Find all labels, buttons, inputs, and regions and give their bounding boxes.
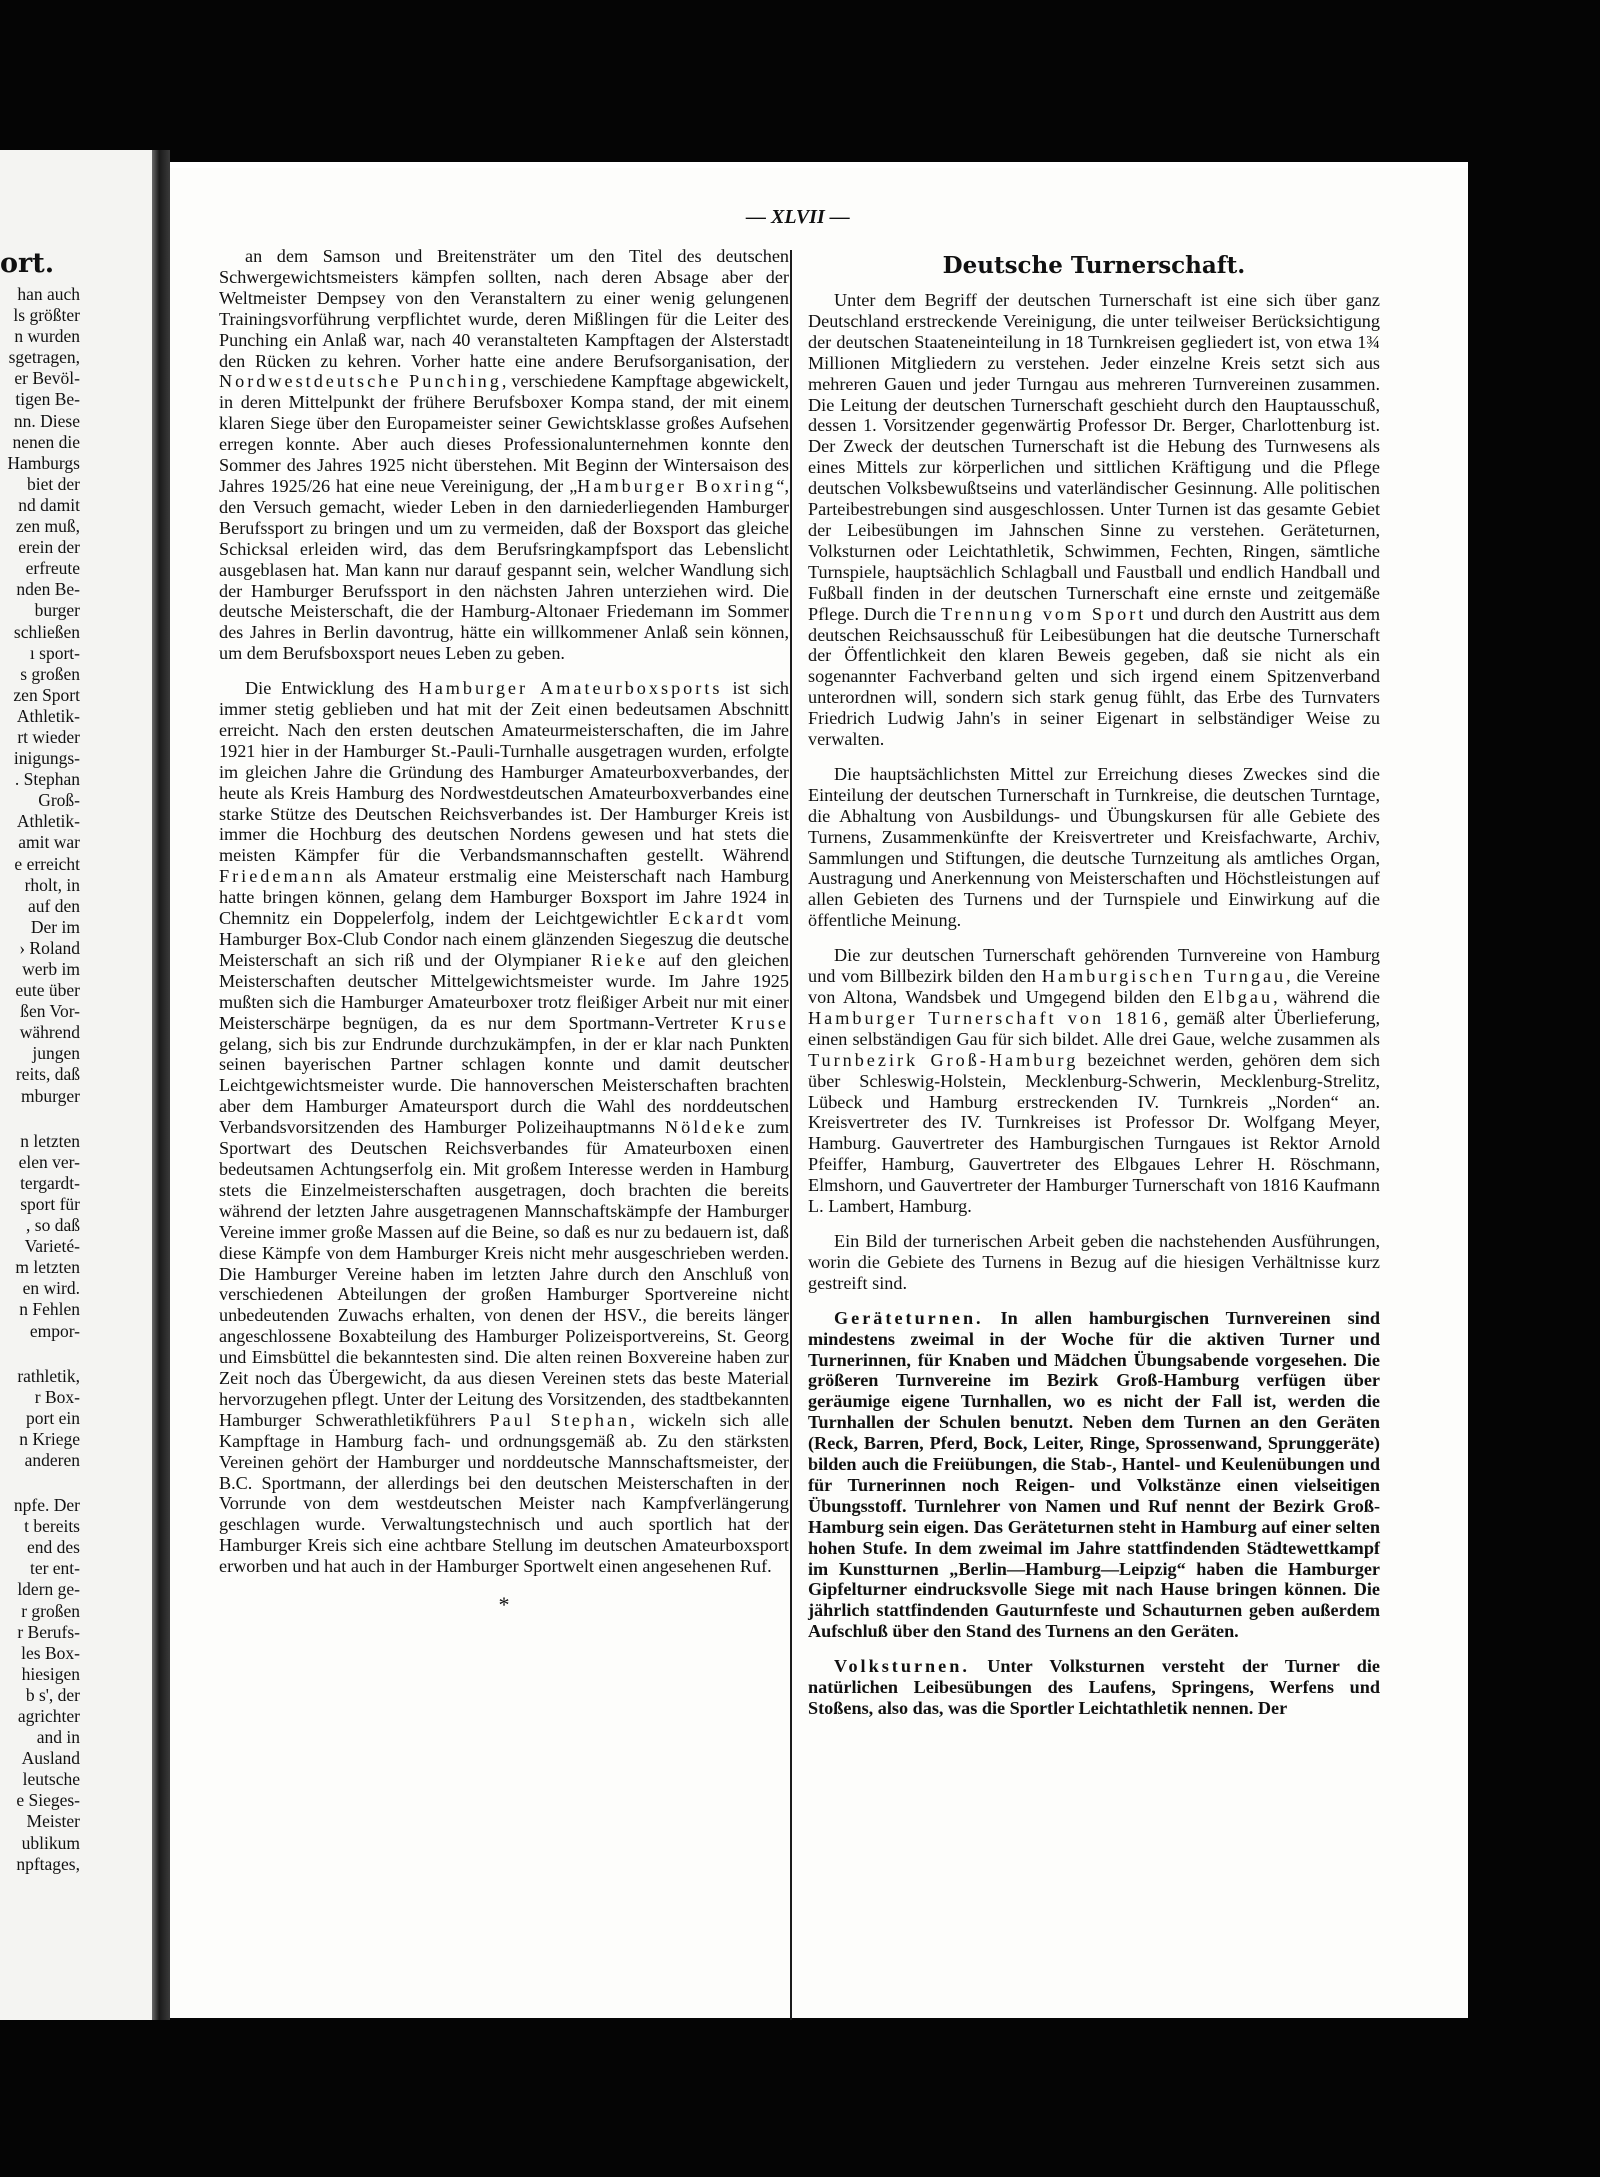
text-run: vom Hamburger Box-Club Condor nach einem glänzenden Siegeszug die deutsche Meisterschaft an sich riß und der Olympianer (219, 908, 789, 970)
fragment-line: sport für (20, 1193, 80, 1214)
fragment-line: agrichter (17, 1706, 80, 1726)
fragment-line: ublikum (21, 1832, 80, 1853)
paragraph-geraeteturnen (808, 1308, 1380, 1643)
scan-border-right (1468, 160, 1600, 2020)
section-title: Deutsche Turnerschaft. (942, 252, 1246, 279)
fragment-line: npftages, (16, 1853, 80, 1874)
fragment-line: end des (27, 1537, 80, 1558)
spaced-emphasis: Geräteturnen. (834, 1307, 984, 1328)
fragment-line: nn. Diese (13, 410, 80, 431)
fragment-line: eute über (15, 980, 80, 1001)
fragment-line: r großen (21, 1600, 80, 1621)
fragment-line: nd damit (18, 494, 80, 515)
fragment-line: tigen Be- (15, 389, 80, 410)
fragment-line: les Box- (21, 1642, 80, 1663)
text-run: , verschiedene Kampftage abgewickelt, in deren Mittelpunkt der frühere Berufsboxer Kompa stand, der mit einem klaren Siege über den Europameister seiner Gewichtsklasse großes Aufsehen erregen konnte. Aber auch dieses Professionalunternehmen konnte den Sommer des Jahres 1925 nicht überstehen. Mit Beginn der Wintersaison des Jahres 1925/26 hat eine neue Vereinigung, der „ (219, 371, 789, 496)
spaced-emphasis: Kruse (730, 1012, 789, 1033)
spaced-emphasis: Trennung vom Sport (940, 603, 1147, 624)
fragment-line (0, 1107, 80, 1131)
fragment-line: nenen die (12, 431, 80, 452)
text-run: als Amateur erstmalig eine Meisterschaft nach Hamburg hatte bringen können, gelang dem Hamburger Boxsport im Jahre 1924 in Chemnitz ein Doppelerfolg, indem der Leichtgewichtler (219, 866, 789, 929)
fragment-line: erfreute (25, 558, 80, 579)
fragment-line: › Roland (19, 937, 80, 958)
fragment-line: rholt, in (24, 874, 80, 895)
fragment-line: m letzten (15, 1257, 80, 1278)
text-run: Unter dem Begriff der deutschen Turnerschaft ist eine sich über ganz Deutschland erstreckende Vereinigung, die unter teilweiser Berücksichtigung der deutschen Staateneinteilung in 18 Turnkreisen gegliedert ist, von etwa 1¾ Millionen Mitgliedern zu verstehen. Jeder einzelne Kreis setzt sich aus mehreren Gauen und jeder Turngau aus mehreren Turnvereinen zusammen. Die Leitung der deutschen Turnerschaft geschieht durch den Hauptausschuß, dessen 1. Vorsitzender gegenwärtig Professor Dr. Berger, Charlottenburg ist. Der Zweck der deutschen Turnerschaft ist die Hebung des Turnwesens als eines Mittels zur körperlichen und sittlichen Kräftigung und die Pflege deutschen Volksbewußtseins und vaterländischer Gesinnung. Alle politischen Parteibestrebungen sind ausgeschlossen. Unter Turnen ist das gesamte Gebiet der Leibesübungen im Jahnschen Sinne zu verstehen. Geräteturnen, Volksturnen oder Leichtathletik, Schwimmen, Fechten, Ringen, sämtliche Turnspiele, hauptsächlich Schlagball und Faustball und endlich Handball und Fußball finden in der deutschen Turnerschaft eine ernste und zeitgemäße Pflege. Durch die (808, 290, 1380, 624)
fragment-line: Athletik- (16, 705, 80, 726)
book-gutter (152, 150, 170, 2020)
fragment-line: Meister (26, 1811, 80, 1832)
spaced-emphasis: Hamburger Turnerschaft von 1816 (808, 1007, 1164, 1028)
text-run: ist sich immer stetig geblieben und hat mit der Zeit einen bedeutsamen Abschnitt erreicht. Nach den ersten deutschen Amateurmeisterschaften, die im Jahre 1921 hier in der Hamburger St.-Pauli-Turnhalle ausgetragen wurden, erfolgte im gleichen Jahre die Gründung des Hamburger Amateurboxverbandes, der heute als Kreis Hamburg des Nordwestdeutschen Amateurboxverbandes eine starke Stütze des Deutschen Reichsverbandes ist. Der Hamburger Kreis ist immer die Hochburg des deutschen Nordens gewesen und hat stets die meisten Kämpfer für die Verbandsmannschaften gestellt. Während (219, 678, 790, 866)
page-number: — XLVII — (746, 206, 850, 228)
spaced-emphasis: Hamburgischen Turngau (1041, 966, 1287, 987)
fragment-title: ort. (0, 248, 55, 279)
fragment-line: Der im (30, 916, 80, 937)
text-run: Ein Bild der turnerischen Arbeit geben die nachstehenden Ausführungen, worin die Gebiete des Turnens in Bezug auf die hiesigen Verhältnisse kurz gestreift sind. (808, 1230, 1380, 1293)
paragraph-intro (808, 290, 1380, 750)
fragment-line: han auch (17, 284, 80, 304)
text-run: an dem Samson und Breitensträter um den Titel des deutschen Schwergewichtsmeisters kämpfen sollten, nach deren Absage aber der Weltmeister Dempsey von den Veranstaltern zu einer wenig gelungenen Trainingsvorführung verpflichtet wurde, deren Mißlingen für die Leiter des Punching ein Anlaß war, nach 40 veranstalteten Kampftagen der Alsterstadt den Rücken zu kehren. Vorher hatte eine andere Berufsorganisation, der (219, 246, 789, 371)
fragment-line: n wurden (14, 326, 80, 347)
fragment-line: Ausland (21, 1748, 80, 1769)
fragment-line: Athletik- (16, 811, 80, 832)
paragraph-volksturnen (808, 1656, 1380, 1719)
fragment-line: zen muß, (15, 516, 80, 537)
fragment-line: empor- (29, 1320, 80, 1341)
spaced-emphasis: Paul Stephan (489, 1409, 631, 1430)
spaced-emphasis: Eckardt (668, 908, 747, 929)
fragment-line: tergardt- (20, 1172, 80, 1193)
fragment-line: ı sport- (29, 642, 80, 663)
text-run: zum Sportwart des Deutschen Reichsverbandes für Amateurboxen einen bedeutsamen Achtungserfolg ein. Mit großem Interesse werden in Hamburg stets die Einzelmeisterschaften ausgetragen, doch brachten die bereits während der letzten Jahre ausgetragenen Mannschaftskämpfe der Hamburger Vereine immer große Massen auf die Beine, so daß es nur zu bedauern ist, daß diese Kämpfe von dem Hamburger Kreis nicht mehr ausgeschrieben werden. Die Hamburger Vereine haben im letzten Jahre durch den Anschluß von verschiedenen Abteilungen der großen Hamburger Sportvereine nicht unbedeutenden Zuwachs erhalten, von denen der HSV., die bereits länger angeschlossene Boxabteilung des Hamburger Polizeisportvereins, St. Georg und Eimsbüttel die bekanntesten sind. Die alten reinen Boxvereine haben zur Zeit noch das Übergewicht, da aus diesen Vereinen stets das beste Material hervorzugehen pflegt. Unter der Leitung des Vorsitzenden, des stadtbekannten Hamburger Schwerathletikführers (219, 1117, 789, 1430)
fragment-line: e erreicht (14, 853, 80, 874)
spaced-emphasis: Hamburger Boxring (577, 475, 777, 496)
spaced-emphasis: Rieke (590, 949, 649, 970)
text-run: Die hauptsächlichsten Mittel zur Erreichung dieses Zweckes sind die Einteilung der deutschen Turnerschaft in Turnkreise, die deutschen Turntage, die Abhaltung von Ausbildungs- und Übungskursen für alle Gebiete des Turnens, Zusammenkünfte der Kreisvertreter und Kreisfachwarte, Archiv, Sammlungen und Stiftungen, die deutsche Turnzeitung als amtliches Organ, Austragung und Anerkennung von Meisterschaften und Höchstleistungen auf allen Gebieten des Turnens und der Turnspiele und Einwirkung auf die öffentliche Meinung. (808, 763, 1380, 931)
paragraph-amateur-boxing (219, 678, 789, 1577)
text-run: In allen hamburgischen Turnvereinen sind mindestens zweimal in der Woche für die aktiven Turner und Turnerinnen, für Knaben und Mädchen Übungsabende vorgesehen. Die größeren Turnvereine im Bezirk Groß-Hamburg verfügen über geräumige eigene Turnhallen, wo es nicht der Fall ist, werden die Turnhallen der Schulen benutzt. Neben dem Turnen an den Geräten (Reck, Barren, Pferd, Bock, Leiter, Ringe, Sprossenwand, Sprunggeräte) bilden auch die Freiübungen, die Stab-, Hantel- und Keulenübungen und für Turnerinnen noch Reigen- und Volkstänze einen vielseitigen Übungsstoff. Turnlehrer von Namen und Ruf nennt der Bezirk Groß-Hamburg sein eigen. Das Geräteturnen steht in Hamburg auf einer selten hohen Stufe. In dem zweimal im Jahre stattfindenden Städtewettkampf im Kunstturnen „Berlin—Hamburg—Leipzig“ haben die Hamburger Gipfelturner eindrucksvolle Siege mit nach Hause bringen können. Die jährlich stattfindenden Gauturnfeste und Schauturnen geben außerdem Aufschluß über den Stand des Turnens an den Geräten. (808, 1307, 1380, 1642)
fragment-line: hiesigen (21, 1663, 80, 1684)
scan-border-bottom (0, 2015, 1600, 2177)
fragment-line: n letzten (20, 1130, 80, 1151)
fragment-line: jungen (32, 1043, 80, 1064)
spaced-emphasis: Elbgau (1203, 987, 1274, 1007)
fragment-line: n Kriege (19, 1428, 80, 1449)
text-run: gelang, sich bis zur Endrunde durchzukämpfen, in der er klar nach Punkten seinen bayerischen Partner schlagen konnte und damit deutscher Leichtgewichtsmeister wurde. Die hannoverschen Meisterschaften brachten aber dem Hamburger Amateursport durch die Wahl des norddeutschen Verbandsvorsitzenden des Hamburger Polizeihauptmanns (219, 1033, 789, 1138)
fragment-line: e Sieges- (16, 1790, 80, 1811)
fragment-line: and in (36, 1727, 80, 1748)
fragment-line: ls größter (13, 305, 80, 326)
fragment-line: biet der (27, 473, 80, 494)
scan-border-top (0, 0, 1600, 162)
fragment-line: . Stephan (14, 769, 80, 790)
fragment-line: ter ent- (29, 1558, 80, 1579)
fragment-line: , so daß (26, 1215, 80, 1236)
fragment-line: rt wieder (17, 726, 80, 747)
spaced-emphasis: Nordwestdeutsche Punching (219, 371, 502, 392)
fragment-line: port ein (26, 1407, 80, 1428)
fragment-line: inigungs- (13, 748, 80, 769)
fragment-line: während (19, 1022, 80, 1043)
fragment-line: anderen (24, 1449, 80, 1470)
fragment-line: nden Be- (16, 579, 80, 600)
text-run: , wickeln sich alle Kampftage in Hamburg fach- und ordnungsgemäß ab. Zu den stärksten Vereinen gehört der Hamburger und norddeutsche Mannschaftsmeister, der B.C. Sportmann, der allerdings bei den deutschen Meisterschaften in der Vorrunde von dem westdeutschen Meister nach Kampfverlängerung geschlagen wurde. Verwaltungstechnisch und auch sportlich hat der Hamburger Kreis sich eine achtbare Stellung im deutschen Amateurboxsport erworben und hat auch in der Hamburger Sportwelt einen angesehenen Ruf. (219, 1409, 790, 1577)
spaced-emphasis: Nöldeke (664, 1117, 748, 1138)
fragment-line: er Bevöl- (14, 368, 80, 389)
fragment-line: burger (34, 600, 80, 621)
fragment-line: mburger (21, 1085, 80, 1106)
fragment-line: t bereits (24, 1516, 80, 1537)
left-column (219, 246, 789, 1616)
text-run: auf den gleichen Meisterschaften deutscher Mittelgewichtsmeister wurde. Im Jahre 1925 mußten sich die Hamburger Amateurboxer trotz fleißiger Arbeit nur mit einer Meisterschärpe begnügen, da es nur dem Sportmann-Vertreter (219, 949, 789, 1033)
fragment-line: s großen (20, 663, 80, 684)
previous-page-fragment (0, 244, 80, 1875)
text-run: , gemäß alter Überlieferung, einen selbständigen Gau für sich bildet. Alle drei Gaue, welche zusammen als (808, 1007, 1381, 1049)
paragraph-means (808, 764, 1380, 931)
paragraph-overview (808, 1231, 1380, 1294)
fragment-line (0, 1471, 80, 1495)
fragment-line: npfe. Der (13, 1495, 80, 1516)
text-run: , die Vereine von Altona, Wandsbek und Umgegend bilden den (808, 966, 1380, 1007)
fragment-line: elen ver- (18, 1151, 80, 1172)
fragment-line: amit war (18, 832, 80, 853)
fragment-line: werb im (22, 959, 80, 979)
text-run: Unter Volksturnen versteht der Turner die natürlichen Leibesübungen des Laufens, Springens, Werfens und Stoßens, also das, was die Sportler Leichtathletik nennen. Der (808, 1656, 1380, 1718)
fragment-line: erein der (18, 537, 80, 558)
fragment-line: Hamburgs (7, 452, 80, 473)
fragment-line: schließen (13, 621, 80, 642)
text-run: , während die (1273, 987, 1380, 1007)
fragment-line: b s', der (25, 1684, 80, 1705)
text-run: und durch den Austritt aus dem deutschen Reichsausschuß für Leibesübungen hat die deutsche Turnerschaft der Öffentlichkeit den klaren Beweis gegeben, daß sie nicht als ein sogenannter Fachverband gelten und sich irgend einem Spitzenverband unterordnen will, sondern sich stark genug fühlt, das Erbe des Turnvaters Friedrich Ludwig Jahn's in seiner Eigenart in selbständiger Weise zu verwalten. (808, 603, 1380, 750)
spaced-emphasis: Friedemann (219, 866, 336, 887)
column-divider (790, 250, 792, 2020)
text-run: Die Entwicklung des (245, 678, 419, 699)
spaced-emphasis: Volksturnen. (834, 1656, 970, 1677)
fragment-line: n Fehlen (19, 1299, 80, 1320)
fragment-line: rathletik, (17, 1365, 80, 1386)
fragment-line: Groß- (38, 790, 80, 811)
fragment-line: reits, daß (15, 1064, 80, 1085)
section-separator: * (498, 1592, 510, 1618)
fragment-line: ldern ge- (17, 1579, 80, 1600)
right-column (808, 290, 1380, 1719)
paragraph-professional-boxing (219, 246, 789, 664)
spaced-emphasis: Turnbezirk Groß-Hamburg (808, 1049, 1079, 1070)
fragment-line: Varieté- (24, 1236, 80, 1257)
fragment-line: ßen Vor- (20, 1001, 80, 1022)
fragment-line (0, 1342, 80, 1366)
fragment-line: r Berufs- (17, 1621, 80, 1642)
fragment-line: en wird. (22, 1278, 80, 1299)
text-run: Die zur deutschen Turnerschaft gehörenden Turnvereine von Hamburg und vom Billbezirk bilden den (808, 945, 1380, 987)
fragment-line: r Box- (34, 1386, 80, 1407)
fragment-line: zen Sport (13, 684, 80, 705)
fragment-line: auf den (28, 895, 80, 916)
fragment-line: sgetragen, (8, 347, 80, 368)
paragraph-hamburg-gaue (808, 945, 1380, 1217)
spaced-emphasis: Hamburger Amateurboxsports (418, 678, 723, 699)
text-run: bezeichnet werden, gehören dem sich über Schleswig-Holstein, Mecklenburg-Schwerin, Mecklenburg-Strelitz, Lübeck und Hamburg erstreckenden IV. Turnkreis „Norden“ an. Kreisvertreter des IV. Turnkreises ist Professor Dr. Wolfgang Meyer, Hamburg. Gauvertreter des Hamburgischen Turngaues ist Rektor Arnold Pfeiffer, Hamburg, Gauvertreter des Elbgaues Lehrer H. Röschmann, Elmshorn, und Gauvertreter der Hamburger Turnerschaft von 1816 Kaufmann L. Lambert, Hamburg. (808, 1049, 1380, 1217)
text-run: “, den Versuch gemacht, wieder Leben in den darniederliegenden Hamburger Berufssport zu bringen und um zu vermeiden, daß der Boxsport das gleiche Schicksal erleiden wird, das dem Berufsringkampfsport das Lebenslicht ausgeblasen hat. Man kann nur darauf gespannt sein, welcher Wandlung sich der Hamburger Berufssport in den nächsten Jahren unterziehen wird. Die deutsche Meisterschaft, die der Hamburg-Altonaer Friedemann im Sommer des Jahres in Berlin davontrug, hätte ein willkommener Anlaß sein können, um dem Berufsboxsport neues Leben zu geben. (219, 475, 789, 664)
fragment-line: leutsche (22, 1769, 80, 1790)
